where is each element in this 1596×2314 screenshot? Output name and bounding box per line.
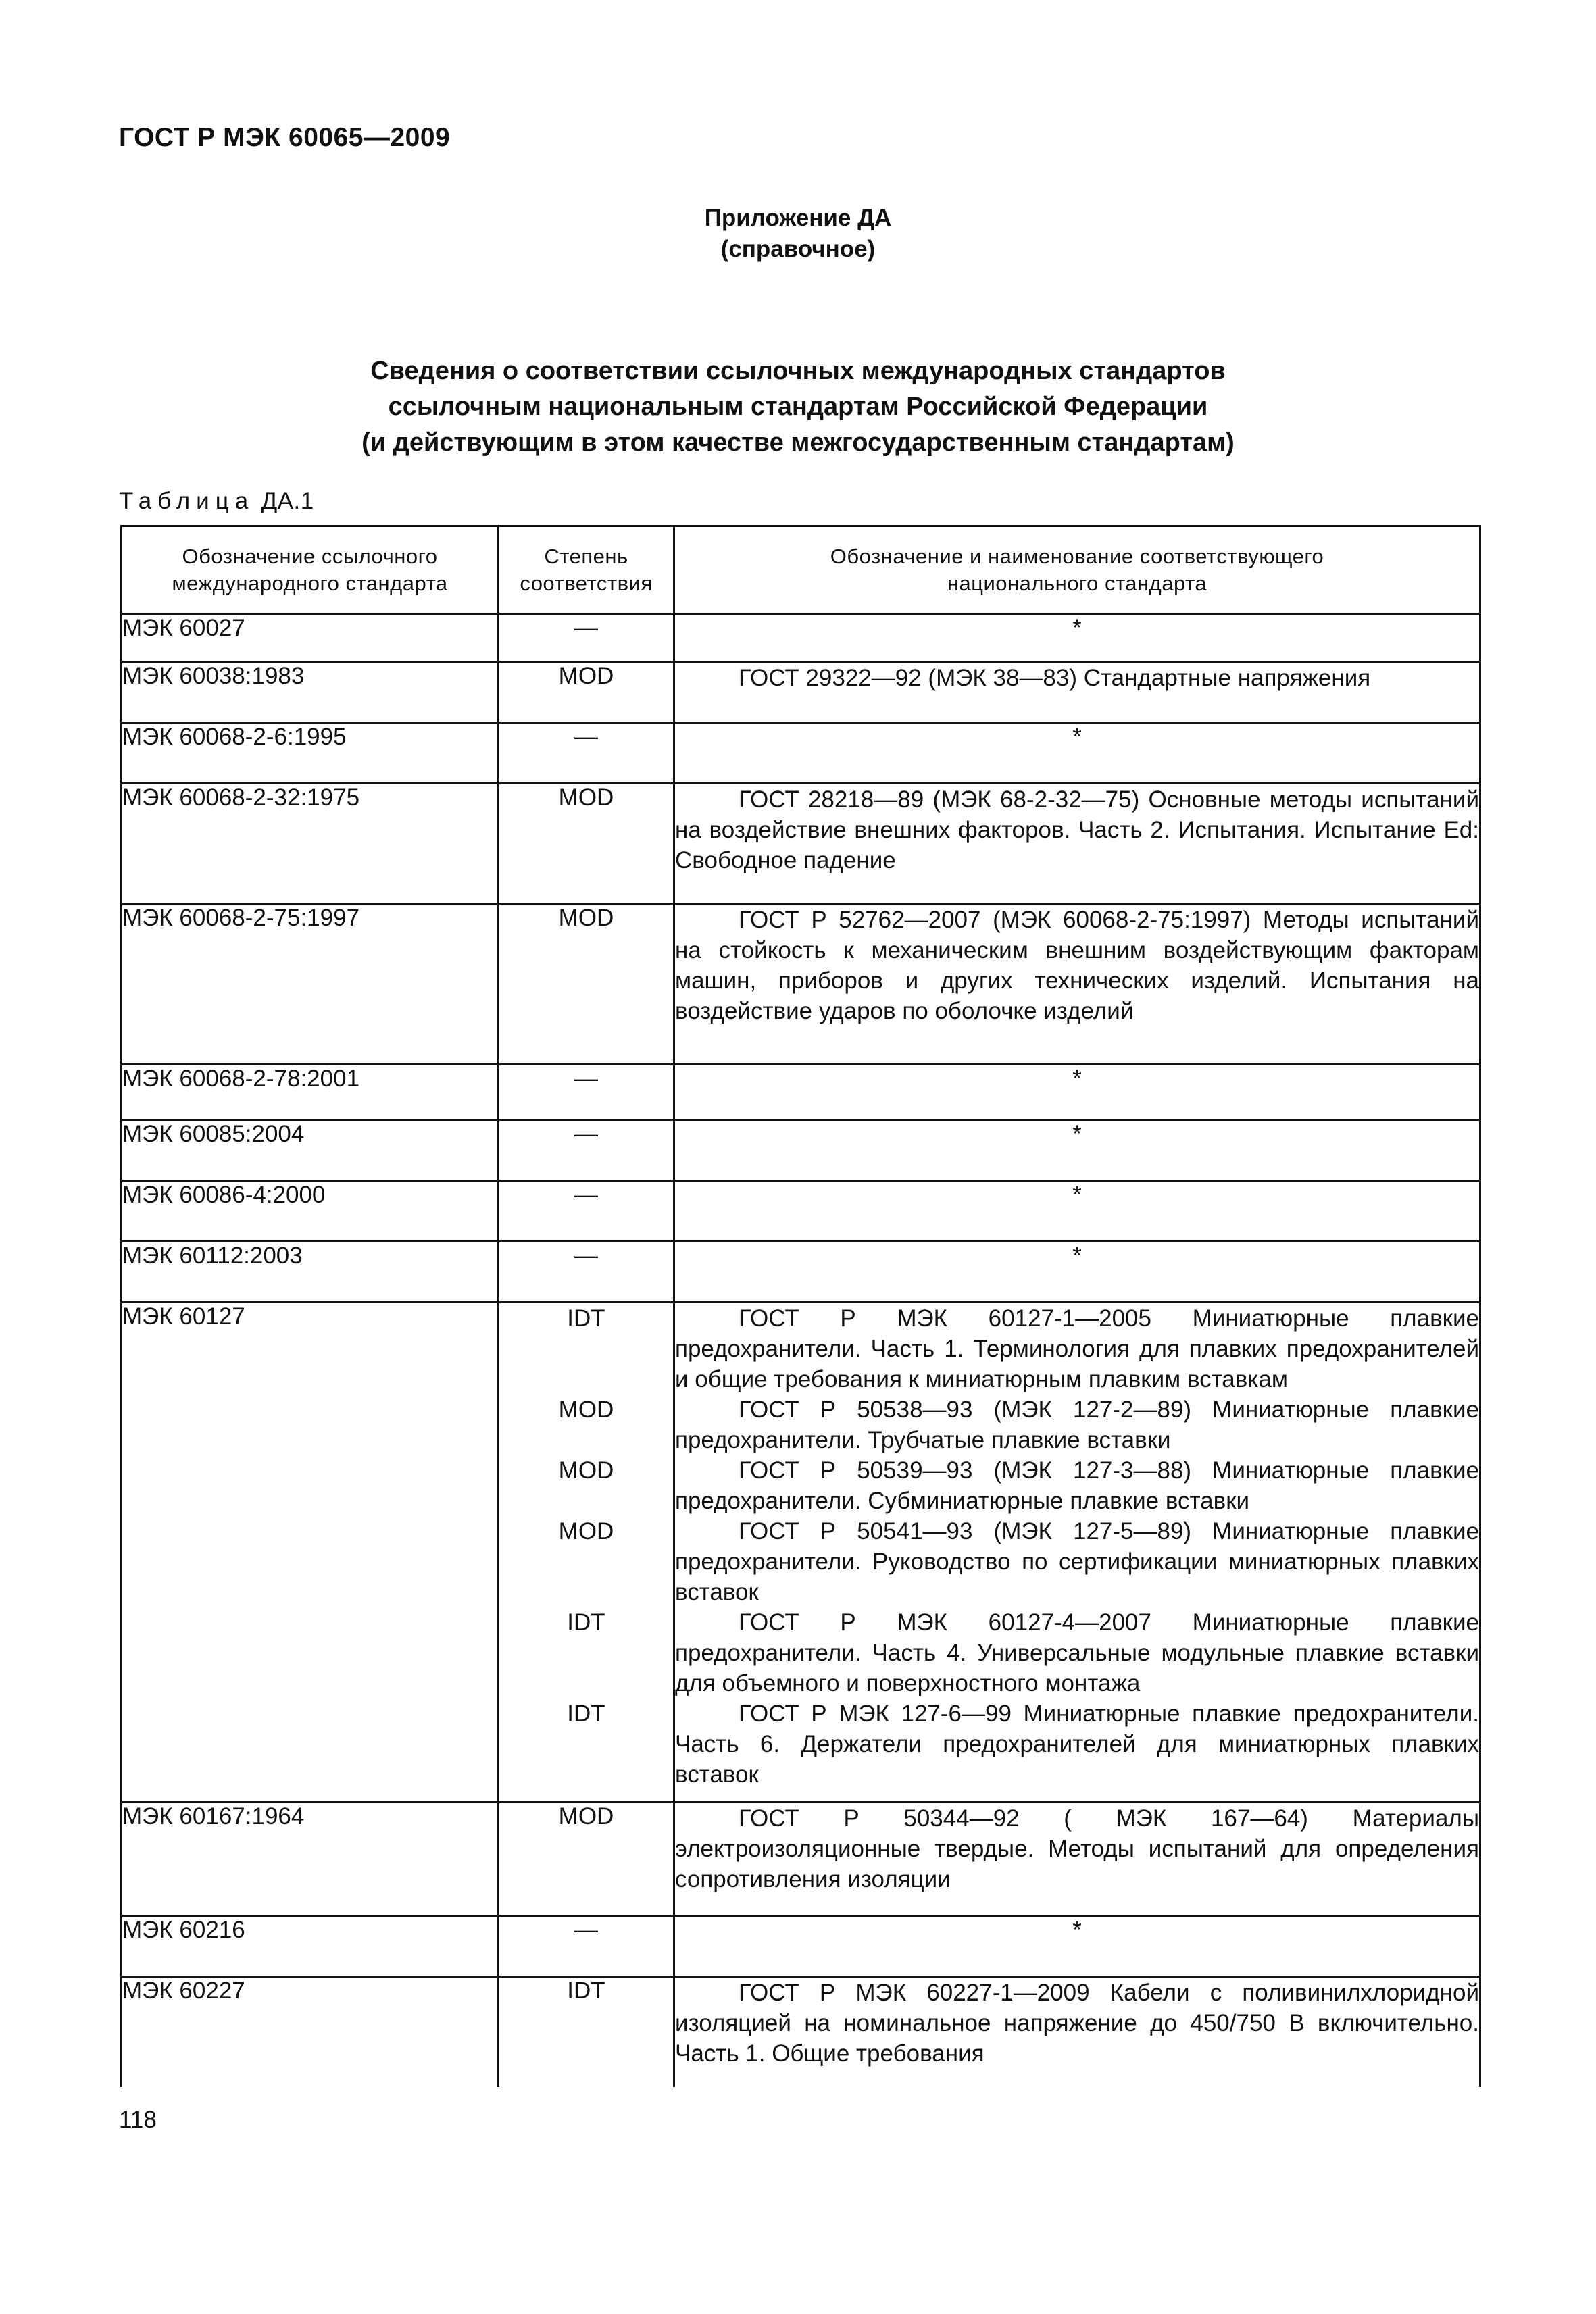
degree-entry: MOD — [558, 1518, 614, 1544]
correspondence-table — [120, 525, 1481, 2087]
no-national-standard-mark: * — [1072, 1917, 1082, 1943]
national-standard-text: ГОСТ Р МЭК 60127-4—2007 Миниатюрные плавкие предохранители. Часть 4. Универсальные модульные плавкие вставки для объемного и поверхностного монтажа — [675, 1609, 1479, 1696]
table-row — [122, 1181, 1480, 1242]
table-row — [122, 1916, 1480, 1977]
national-standard-text: ГОСТ Р МЭК 127-6—99 Миниатюрные плавкие предохранители. Часть 6. Держатели предохранителей для миниатюрных плавких вставок — [675, 1701, 1479, 1788]
national-standard-text: ГОСТ 28218—89 (МЭК 68-2-32—75) Основные методы испытаний на воздействие внешних факторов. Часть 2. Испытания. Испытание Ed: Свободное падение — [675, 786, 1479, 874]
reference-standard-cell: МЭК 60068-2-6:1995 — [122, 723, 499, 784]
section-title — [0, 353, 1596, 461]
reference-standard-cell: МЭК 60112:2003 — [122, 1242, 499, 1303]
degree-cell: — — [499, 1916, 674, 1977]
reference-standard-cell: МЭК 60167:1964 — [122, 1803, 499, 1916]
national-standard-cell — [674, 1181, 1480, 1242]
degree-cell: MOD — [499, 784, 674, 904]
table-header-row — [122, 526, 1480, 614]
reference-standard-cell: МЭК 60216 — [122, 1916, 499, 1977]
national-standard-cell — [674, 1916, 1480, 1977]
column-header-reference-standard: Обозначение ссылочного международного стандарта — [122, 526, 499, 614]
national-standard-cell — [674, 1303, 1480, 1803]
no-national-standard-mark: * — [1072, 1065, 1082, 1092]
page-number: 118 — [119, 2107, 157, 2133]
degree-cell — [499, 1303, 674, 1803]
national-standard-cell — [674, 1803, 1480, 1916]
table-row — [122, 904, 1480, 1065]
no-national-standard-mark: * — [1072, 1182, 1082, 1208]
reference-standard-cell: МЭК 60068-2-75:1997 — [122, 904, 499, 1065]
table-caption — [119, 488, 314, 515]
table-row-continued — [122, 1977, 1480, 2087]
national-standard-text: ГОСТ 29322—92 (МЭК 38—83) Стандартные напряжения — [739, 665, 1371, 691]
national-standard-cell — [674, 723, 1480, 784]
degree-cell: — — [499, 1065, 674, 1120]
national-standard-cell — [674, 1065, 1480, 1120]
annex-title: Приложение ДА — [704, 205, 892, 231]
annex-heading — [0, 203, 1596, 265]
title-line: (и действующим в этом качестве межгосударственным стандартам) — [361, 428, 1235, 457]
reference-standard-cell: МЭК 60068-2-32:1975 — [122, 784, 499, 904]
degree-cell: IDT — [499, 1977, 674, 2087]
table-caption-number: ДА.1 — [261, 488, 314, 514]
reference-standard-cell: МЭК 60068-2-78:2001 — [122, 1065, 499, 1120]
degree-entry: IDT — [567, 1609, 605, 1636]
title-line: Сведения о соответствии ссылочных международных стандартов — [370, 357, 1226, 385]
degree-cell: — — [499, 1242, 674, 1303]
table-row — [122, 1065, 1480, 1120]
degree-cell: — — [499, 614, 674, 662]
reference-standard-cell: МЭК 60027 — [122, 614, 499, 662]
table-row — [122, 1120, 1480, 1181]
national-standard-text: ГОСТ Р МЭК 60227-1—2009 Кабели с поливинилхлоридной изоляцией на номинальное напряжение до 450/750 В включительно. Часть 1. Общие требования — [675, 1980, 1479, 2067]
no-national-standard-mark: * — [1072, 615, 1082, 641]
national-standard-cell — [674, 904, 1480, 1065]
national-standard-text: ГОСТ Р 50539—93 (МЭК 127-3—88) Миниатюрные плавкие предохранители. Субминиатюрные плавкие вставки — [675, 1457, 1479, 1514]
table-row — [122, 1242, 1480, 1303]
national-standard-text: ГОСТ Р 50538—93 (МЭК 127-2—89) Миниатюрные плавкие предохранители. Трубчатые плавкие вставки — [675, 1397, 1479, 1453]
national-standard-cell — [674, 662, 1480, 723]
national-standard-cell — [674, 1242, 1480, 1303]
table-row — [122, 723, 1480, 784]
degree-entry: MOD — [558, 1397, 614, 1423]
annex-status: (справочное) — [720, 236, 876, 262]
degree-cell: MOD — [499, 1803, 674, 1916]
national-standard-text: ГОСТ Р 52762—2007 (МЭК 60068-2-75:1997) Методы испытаний на стойкость к механическим внешним воздействующим факторам машин, приборов и других технических изделий. Испытания на воздействие ударов по оболочке изделий — [675, 907, 1479, 1024]
degree-entry: IDT — [567, 1701, 605, 1727]
column-header-degree: Степень соответствия — [499, 526, 674, 614]
table-row — [122, 784, 1480, 904]
reference-standard-cell: МЭК 60127 — [122, 1303, 499, 1803]
national-standard-cell — [674, 1120, 1480, 1181]
national-standard-text: ГОСТ Р 50541—93 (МЭК 127-5—89) Миниатюрные плавкие предохранители. Руководство по сертификации миниатюрных плавких вставок — [675, 1518, 1479, 1605]
reference-standard-cell: МЭК 60038:1983 — [122, 662, 499, 723]
national-standard-cell — [674, 784, 1480, 904]
degree-cell: — — [499, 1120, 674, 1181]
table-row — [122, 662, 1480, 723]
degree-entry: IDT — [567, 1305, 605, 1332]
degree-cell: MOD — [499, 662, 674, 723]
column-header-national-standard: Обозначение и наименование соответствующего национального стандарта — [674, 526, 1480, 614]
table-row-multi — [122, 1303, 1480, 1803]
national-standard-text: ГОСТ Р МЭК 60127-1—2005 Миниатюрные плавкие предохранители. Часть 1. Терминология для плавких предохранителей и общие требования к миниатюрным плавким вставкам — [675, 1305, 1479, 1392]
reference-standard-cell: МЭК 60086-4:2000 — [122, 1181, 499, 1242]
table-row — [122, 1803, 1480, 1916]
degree-cell: MOD — [499, 904, 674, 1065]
degree-entry: MOD — [558, 1457, 614, 1484]
reference-standard-cell: МЭК 60227 — [122, 1977, 499, 2087]
degree-cell: — — [499, 723, 674, 784]
no-national-standard-mark: * — [1072, 724, 1082, 750]
no-national-standard-mark: * — [1072, 1121, 1082, 1147]
reference-standard-cell: МЭК 60085:2004 — [122, 1120, 499, 1181]
degree-cell: — — [499, 1181, 674, 1242]
table-caption-word: Таблица — [119, 488, 255, 514]
national-standard-cell — [674, 614, 1480, 662]
national-standard-cell — [674, 1977, 1480, 2087]
national-standard-text: ГОСТ Р 50344—92 ( МЭК 167—64) Материалы электроизоляционные твердые. Методы испытаний для определения сопротивления изоляции — [675, 1805, 1479, 1892]
document-header: ГОСТ Р МЭК 60065—2009 — [119, 123, 451, 152]
table-row — [122, 614, 1480, 662]
title-line: ссылочным национальным стандартам Российской Федерации — [388, 393, 1208, 421]
no-national-standard-mark: * — [1072, 1242, 1082, 1269]
